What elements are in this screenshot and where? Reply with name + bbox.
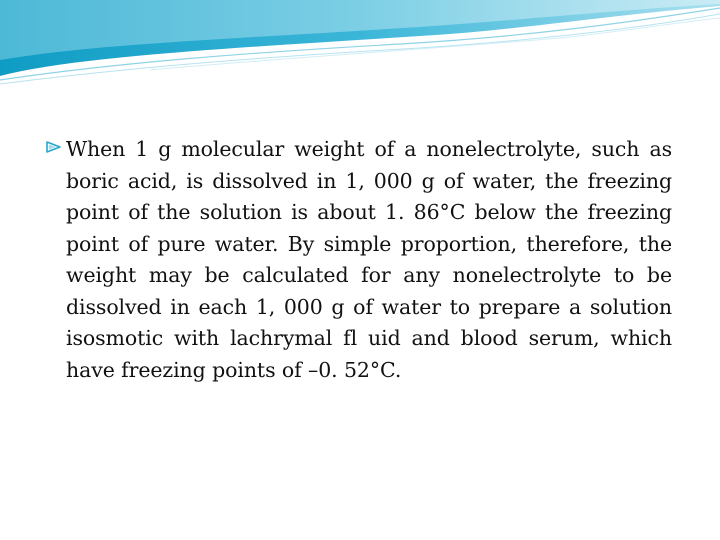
header-wave-decoration	[0, 0, 720, 90]
slide-content	[46, 134, 672, 386]
bullet-item	[46, 134, 672, 386]
bullet-text: When 1 g molecular weight of a nonelectrolyte, such as boric acid, is dissolved in 1, 000 g of water, the freezing point of the solution is about 1. 86°C below the freezing point of pure water. By simple proportion, therefore, the weight may be calculated for any nonelectrolyte to be dissolved in each 1, 000 g of water to prepare a solution isosmotic with lachrymal fl uid and blood serum, which have freezing points of –0. 52°C.	[66, 137, 672, 382]
triangle-bullet-icon	[46, 140, 62, 154]
